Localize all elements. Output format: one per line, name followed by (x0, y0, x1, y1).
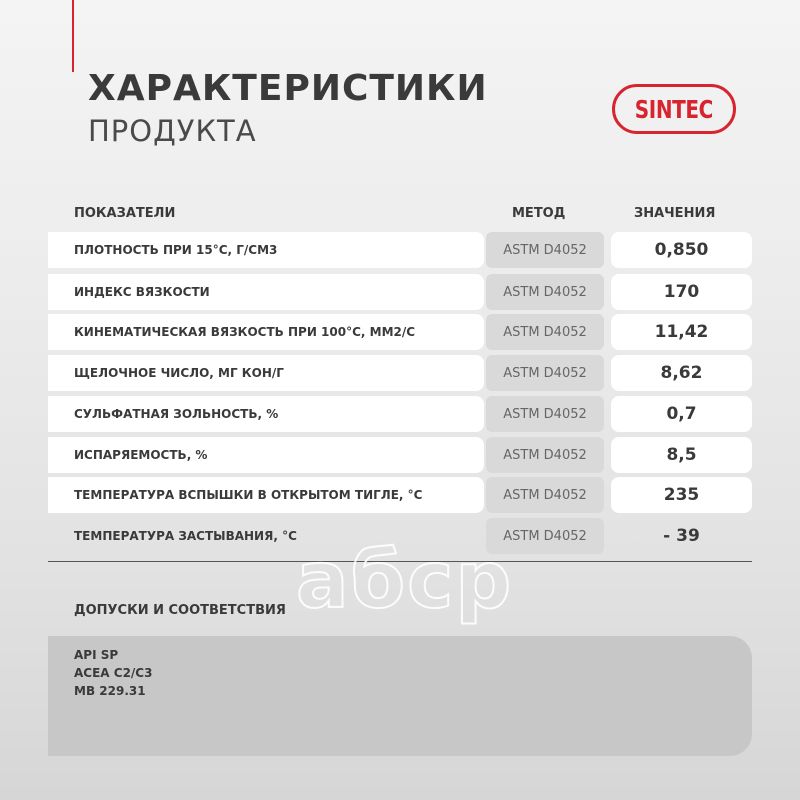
approval-item: API SP (74, 648, 119, 662)
row-value: 170 (611, 274, 752, 310)
row-label: ИНДЕКС ВЯЗКОСТИ (74, 285, 210, 299)
table-row (0, 314, 800, 350)
table-row (0, 232, 800, 268)
column-header-values: ЗНАЧЕНИЯ (634, 206, 716, 221)
approval-item: MB 229.31 (74, 684, 146, 698)
row-method: ASTM D4052 (486, 518, 604, 554)
row-value: 235 (611, 477, 752, 513)
table-row (0, 477, 800, 513)
column-header-parameters: ПОКАЗАТЕЛИ (74, 206, 176, 221)
brand-logo (612, 84, 736, 134)
row-value: 0,850 (611, 232, 752, 268)
row-label: ИСПАРЯЕМОСТЬ, % (74, 448, 208, 462)
page-title: ХАРАКТЕРИСТИКИ (88, 68, 488, 109)
row-value: - 39 (663, 526, 700, 546)
approval-item: ACEA C2/C3 (74, 666, 153, 680)
row-method: ASTM D4052 (486, 355, 604, 391)
row-value: 8,62 (611, 355, 752, 391)
row-method: ASTM D4052 (486, 232, 604, 268)
row-label: ПЛОТНОСТЬ ПРИ 15°С, Г/СМ3 (74, 243, 278, 257)
row-method: ASTM D4052 (486, 396, 604, 432)
row-method: ASTM D4052 (486, 314, 604, 350)
approvals-box (48, 636, 752, 756)
brand-logo-text: SINTEC (634, 94, 714, 124)
row-method: ASTM D4052 (486, 274, 604, 310)
row-method: ASTM D4052 (486, 477, 604, 513)
table-row (0, 274, 800, 310)
table-row (0, 355, 800, 391)
row-label: ЩЕЛОЧНОЕ ЧИСЛО, МГ КОН/Г (74, 366, 284, 380)
row-method: ASTM D4052 (486, 437, 604, 473)
row-value: 8,5 (611, 437, 752, 473)
row-label: ТЕМПЕРАТУРА ЗАСТЫВАНИЯ, °С (74, 529, 297, 543)
watermark: абср (296, 536, 514, 626)
row-label: ТЕМПЕРАТУРА ВСПЫШКИ В ОТКРЫТОМ ТИГЛЕ, °С (74, 488, 423, 502)
row-label: КИНЕМАТИЧЕСКАЯ ВЯЗКОСТЬ ПРИ 100°С, ММ2/С (74, 325, 416, 339)
row-value: 11,42 (611, 314, 752, 350)
approvals-title: ДОПУСКИ И СООТВЕТСТВИЯ (74, 603, 286, 618)
row-value: 0,7 (611, 396, 752, 432)
accent-line (72, 0, 74, 72)
column-header-method: МЕТОД (512, 206, 566, 221)
table-row (0, 396, 800, 432)
table-row (0, 437, 800, 473)
row-label: СУЛЬФАТНАЯ ЗОЛЬНОСТЬ, % (74, 407, 279, 421)
table-header (0, 206, 800, 226)
page-subtitle: ПРОДУКТА (88, 114, 257, 148)
